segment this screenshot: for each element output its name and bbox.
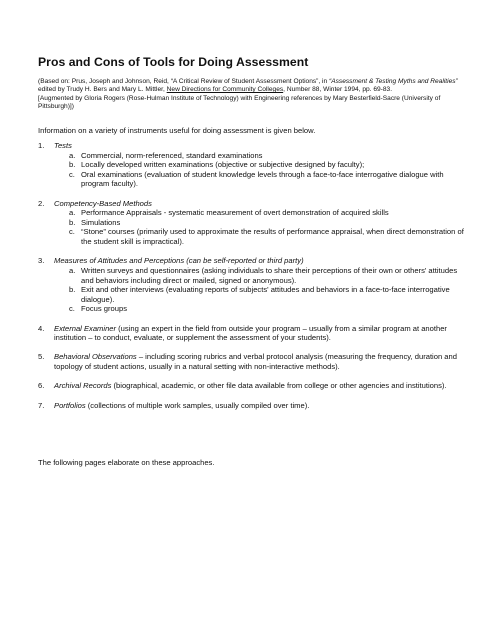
sub-item-text: Simulations: [81, 217, 121, 227]
list-item: [38, 141, 468, 189]
list-item: [38, 381, 468, 391]
sub-item: [54, 227, 468, 246]
item-body: [54, 141, 468, 189]
citation-part: (Based on: Prus, Joseph and Johnson, Reid, “A Critical Review of Student Assessment Options”, in: [38, 78, 330, 85]
citation-augmentation: [Augmented by Gloria Rogers (Rose-Hulman Institute of Technology) with Engineering references by Mary Besterfield-Sacre (University of Pittsburgh)]): [38, 94, 441, 111]
list-item: [38, 256, 468, 314]
list-item: [38, 324, 468, 343]
item-body: [54, 256, 468, 314]
sub-item-text: Exit and other interviews (evaluating reports of subjects' attitudes and behaviors in a face-to-face interrogative dialogue).: [81, 285, 450, 304]
item-title: Measures of Attitudes and Perceptions (can be self-reported or third party): [54, 256, 304, 266]
item-body: [54, 199, 468, 247]
item-title: External Examiner: [54, 323, 117, 333]
sub-item-text: Commercial, norm-referenced, standard examinations: [81, 150, 263, 160]
item-line: [54, 324, 468, 343]
item-number: 5.: [38, 352, 45, 362]
sub-item: [54, 160, 468, 170]
item-title: Portfolios: [54, 400, 86, 410]
item-number: 4.: [38, 323, 45, 333]
sub-item-text: Performance Appraisals - systematic measurement of overt demonstration of acquired skills: [81, 208, 389, 218]
item-line: [54, 199, 468, 209]
sub-item: [54, 285, 468, 304]
item-title: Behavioral Observations: [54, 352, 137, 362]
sub-item-text: Oral examinations (evaluation of student knowledge levels through a face-to-face interrogative dialogue with program faculty).: [81, 169, 444, 189]
item-description: (collections of multiple work samples, usually compiled over time).: [85, 400, 310, 410]
item-number: 3.: [38, 256, 45, 266]
item-description: (biographical, academic, or other file data available from college or other agencies and institutions).: [111, 381, 447, 391]
item-title: Archival Records: [54, 381, 112, 391]
sub-item: [54, 304, 468, 314]
item-body: [54, 324, 468, 343]
sub-item-text: Written surveys and questionnaires (asking individuals to share their perceptions of their own or others' attitudes and behaviors including direct or mailed, signed or anonymous).: [81, 265, 458, 285]
sub-item-text: Focus groups: [81, 304, 128, 314]
item-body: [54, 352, 468, 371]
sub-item-letter: c.: [69, 227, 75, 237]
citation: [38, 78, 463, 112]
citation-part: edited by Trudy H. Bers and Mary L. Mittler,: [38, 86, 167, 94]
item-body: [54, 381, 468, 391]
sub-item-letter: c.: [69, 304, 75, 314]
item-title: Tests: [54, 141, 72, 150]
list-item: [38, 352, 468, 371]
citation-publication: New Directions for Community Colleges: [166, 86, 284, 94]
list-item: [38, 401, 468, 411]
sub-list: [54, 151, 468, 189]
list-item: [38, 199, 468, 247]
closing-paragraph: The following pages elaborate on these approaches.: [38, 458, 215, 467]
item-number: 6.: [38, 381, 45, 391]
sub-item: [54, 266, 468, 285]
sub-item-text: “Stone” courses (primarily used to approximate the results of performance appraisal, when direct demonstration of the student skill is impractical).: [81, 227, 464, 247]
sub-item-letter: a.: [69, 265, 76, 275]
item-body: [54, 401, 468, 411]
assessment-tools-list: [38, 141, 468, 420]
item-line: [54, 141, 468, 151]
item-description: (using an expert in the field from outside your program – usually from a similar program at another institution – to conduct, evaluate, or supplement the assessment of your students).: [54, 323, 447, 343]
item-number: 1.: [38, 141, 45, 150]
item-title: Competency-Based Methods: [54, 198, 152, 208]
sub-item-text: Locally developed written examinations (objective or subjective designed by faculty);: [81, 160, 365, 170]
sub-item: [54, 218, 468, 228]
sub-item: [54, 208, 468, 218]
sub-item-letter: c.: [69, 169, 75, 179]
sub-list: [54, 208, 468, 246]
sub-item-letter: a.: [69, 150, 76, 160]
citation-part: , Number 88, Winter 1994, pp. 69-83.: [283, 86, 393, 94]
item-description: – including scoring rubrics and verbal protocol analysis (measuring the frequency, duration and topology of student actions, usually in a natural setting with non-interactive methods).: [54, 352, 457, 372]
sub-item-letter: b.: [69, 160, 76, 170]
sub-item-letter: b.: [69, 217, 76, 227]
item-number: 2.: [38, 198, 45, 208]
sub-item-letter: b.: [69, 285, 76, 295]
sub-list: [54, 266, 468, 314]
sub-item-letter: a.: [69, 208, 76, 218]
item-number: 7.: [38, 400, 45, 410]
citation-source-title: “Assessment & Testing Myths and Realities”: [329, 78, 458, 85]
intro-paragraph: Information on a variety of instruments useful for doing assessment is given below.: [38, 126, 316, 135]
sub-item: [54, 170, 468, 189]
item-line: [54, 381, 468, 391]
sub-item: [54, 151, 468, 161]
item-line: [54, 401, 468, 411]
item-line: [54, 352, 468, 371]
document-title: Pros and Cons of Tools for Doing Assessment: [38, 55, 309, 69]
item-line: [54, 256, 468, 266]
